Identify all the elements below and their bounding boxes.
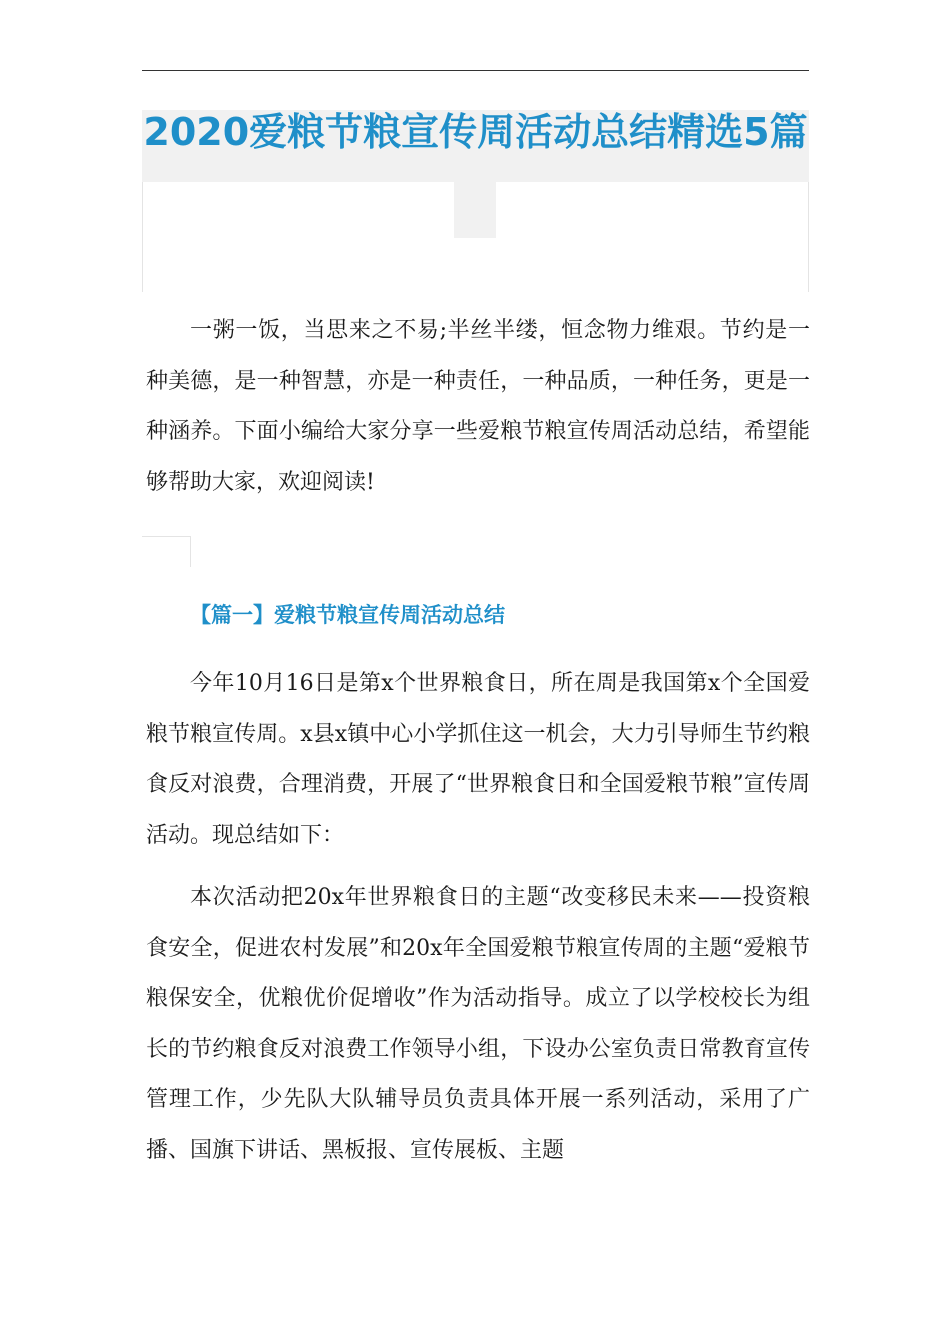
frame-line (142, 536, 191, 567)
page-title: 2020爱粮节粮宣传周活动总结精选5篇 (143, 110, 808, 154)
header-rule (142, 70, 809, 71)
body-paragraph: 本次活动把20x年世界粮食日的主题“改变移民未来——投资粮食安全，促进农村发展”和20x年全国爱粮节粮宣传周的主题“爱粮节粮保安全，优粮优价促增收”作为活动指导。成立了以学校校长为组长的节约粮食反对浪费工作领导小组，下设办公室负责日常教育宣传管理工作，少先队大队辅导员负责具体开展一系列活动，采用了广播、国旗下讲话、黑板报、宣传展板、主题 (146, 885, 810, 1163)
title-block (142, 82, 809, 292)
frame-line (142, 182, 143, 292)
section-heading: 【篇一】爱粮节粮宣传周活动总结 (190, 603, 505, 627)
title-highlight (454, 182, 496, 238)
intro-paragraph: 一粥一饭，当思来之不易;半丝半缕，恒念物力维艰。节约是一种美德，是一种智慧，亦是一种责任，一种品质，一种任务，更是一种涵养。下面小编给大家分享一些爱粮节粮宣传周活动总结，希望能够帮助大家，欢迎阅读! (146, 318, 810, 495)
body-paragraph: 今年10月16日是第x个世界粮食日，所在周是我国第x个全国爱粮节粮宣传周。x县x镇中心小学抓住这一机会，大力引导师生节约粮食反对浪费，合理消费，开展了“世界粮食日和全国爱粮节粮”宣传周活动。现总结如下： (146, 671, 810, 848)
frame-line (808, 182, 809, 292)
